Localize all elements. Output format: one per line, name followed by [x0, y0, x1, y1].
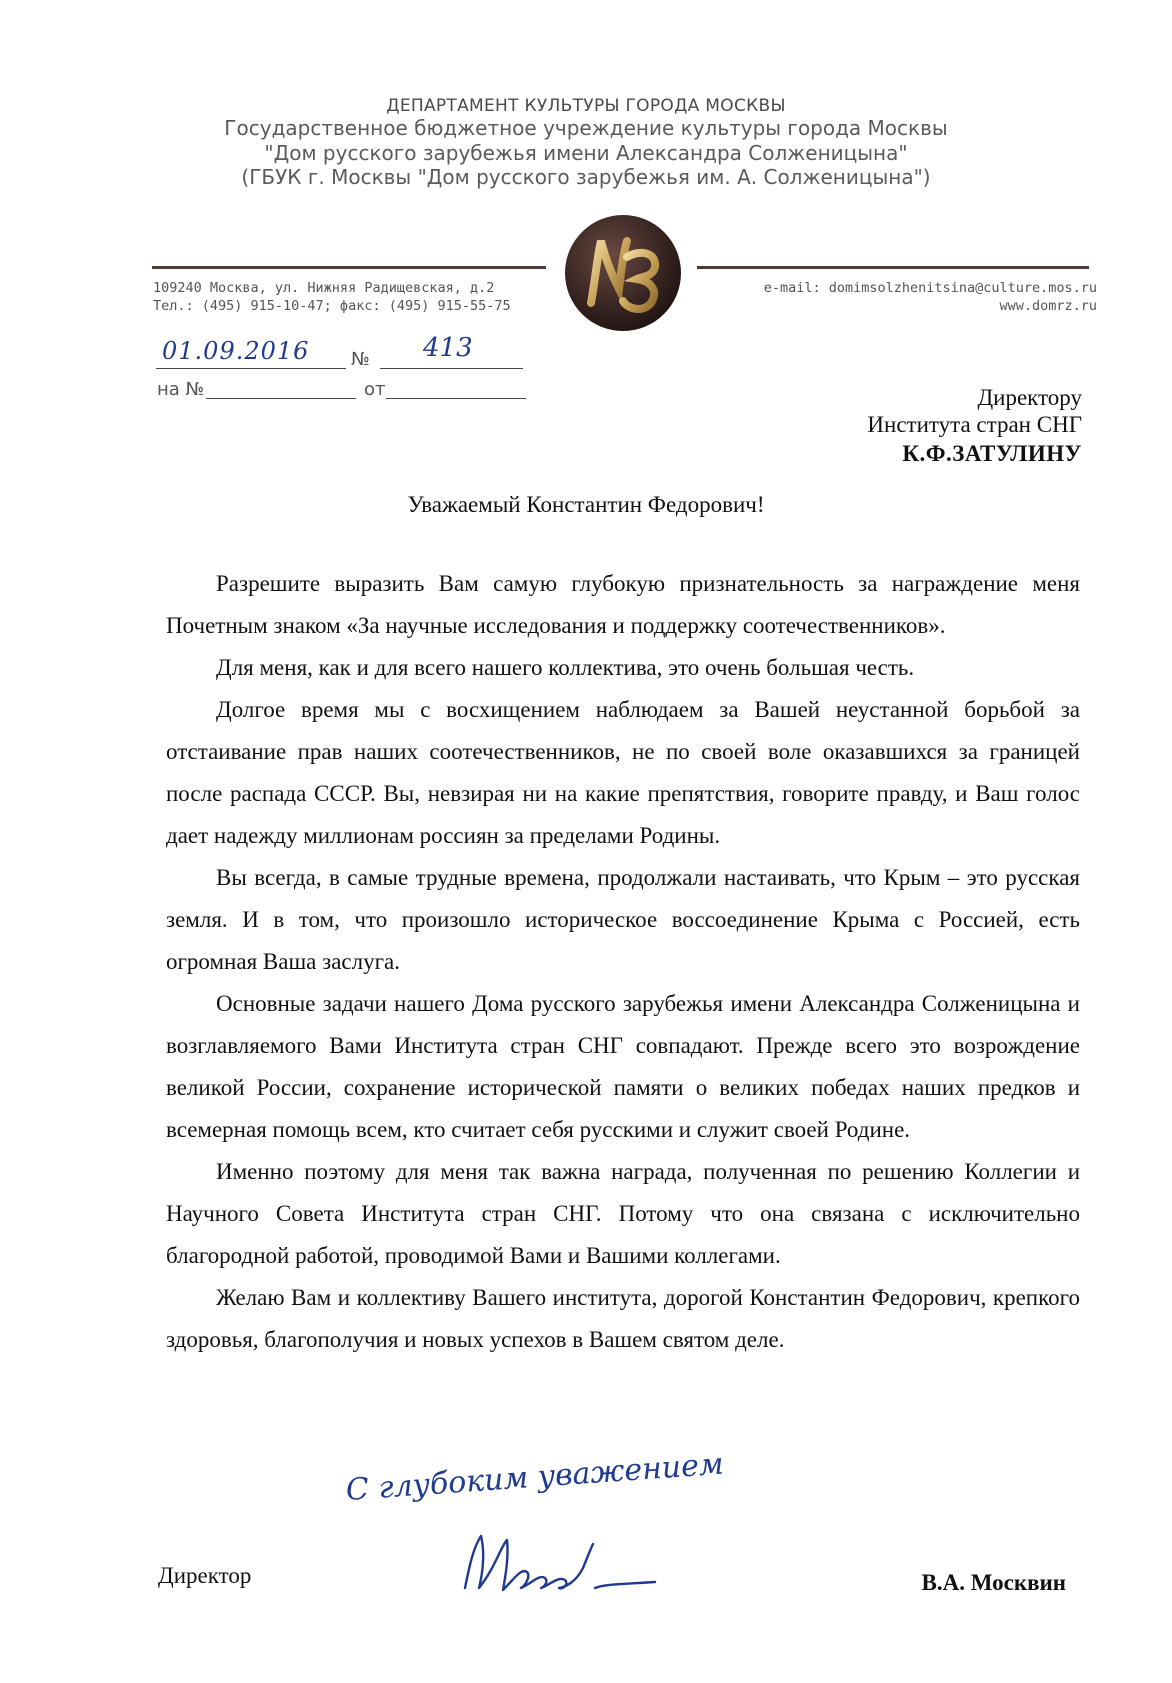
paragraph: Для меня, как и для всего нашего коллектива, это очень большая честь.	[216, 655, 915, 680]
signatory-name: В.А. Москвин	[921, 1570, 1066, 1595]
signatory-title: Директор	[158, 1563, 252, 1588]
salutation: Уважаемый Константин Федорович!	[407, 492, 765, 517]
letterhead-phone: Тел.: (495) 915-10-47; факс: (495) 915-55-75	[153, 298, 511, 314]
number-underline	[380, 368, 523, 369]
ref-label: на №	[157, 379, 205, 400]
letterhead-short-name: (ГБУК г. Москвы "Дом русского зарубежья им. А. Солженицына")	[241, 165, 931, 189]
from-label: от	[364, 379, 386, 400]
paragraph: Вы всегда, в самые трудные времена, продолжали настаивать, что Крым – это русская земля. И в том, что произошло историческое воссоединение Крыма с Россией, есть огромная Ваша заслуга.	[166, 865, 1080, 974]
paragraph: Именно поэтому для меня так важна награда, полученная по решению Коллегии и Научного Совета Института стран СНГ. Потому что она связана с исключительно благородной работой, проводимой Вами и Вашими коллегами.	[166, 1159, 1080, 1268]
addressee-position: Директору	[977, 385, 1082, 410]
paragraph: Долгое время мы с восхищением наблюдаем за Вашей неустанной борьбой за отстаивание прав наших соотечественников, не по своей воле оказавшихся за границей после распада СССР. Вы, невзирая ни на какие препятствия, говорите правду, и Ваш голос дает надежду миллионам россиян за пределами Родины.	[166, 697, 1080, 848]
letterhead-address: 109240 Москва, ул. Нижняя Радищевская, д.2	[153, 280, 495, 296]
letterhead-website: www.domrz.ru	[999, 298, 1097, 314]
handwritten-closing: С глубоким уважением	[344, 1446, 725, 1508]
addressee-name: К.Ф.ЗАТУЛИНУ	[902, 441, 1082, 466]
handwritten-signature-icon	[455, 1528, 665, 1598]
letterhead-contacts-left	[153, 279, 511, 315]
paragraph: Разрешите выразить Вам самую глубокую признательность за награждение меня Почетным знаком «За научные исследования и поддержку соотечественников».	[166, 571, 1080, 638]
ref-underline	[206, 398, 356, 399]
addressee-organization: Института стран СНГ	[867, 412, 1082, 437]
letterhead-contacts-right	[764, 279, 1097, 315]
date-underline	[156, 368, 346, 369]
handwritten-date: 01.09.2016	[162, 337, 310, 365]
letterhead-name: "Дом русского зарубежья имени Александра Солженицына"	[264, 141, 908, 165]
letterhead-department: ДЕПАРТАМЕНТ КУЛЬТУРЫ ГОРОДА МОСКВЫ	[386, 96, 786, 116]
letterhead-rule-left	[152, 266, 546, 269]
dom-russkogo-zarubezhya-logo-icon	[561, 211, 685, 335]
from-underline	[386, 398, 526, 399]
handwritten-number: 413	[423, 333, 473, 363]
paragraph: Желаю Вам и коллективу Вашего института, дорогой Константин Федорович, крепкого здоровья, благополучия и новых успехов в Вашем святом деле.	[166, 1285, 1080, 1352]
letterhead-institution: Государственное бюджетное учреждение культуры города Москвы	[224, 116, 948, 140]
letterhead-rule-right	[697, 266, 1089, 269]
paragraph: Основные задачи нашего Дома русского зарубежья имени Александра Солженицына и возглавляемого Вами Института стран СНГ совпадают. Прежде всего это возрождение великой России, сохранение исторической памяти о великих победах наших предков и всемерная помощь всем, кто считает себя русскими и служит своей Родине.	[166, 991, 1080, 1142]
number-label: №	[351, 349, 370, 370]
letter-body	[166, 563, 1080, 1361]
letterhead-email: e-mail: domimsolzhenitsina@culture.mos.ru	[763, 280, 1097, 296]
